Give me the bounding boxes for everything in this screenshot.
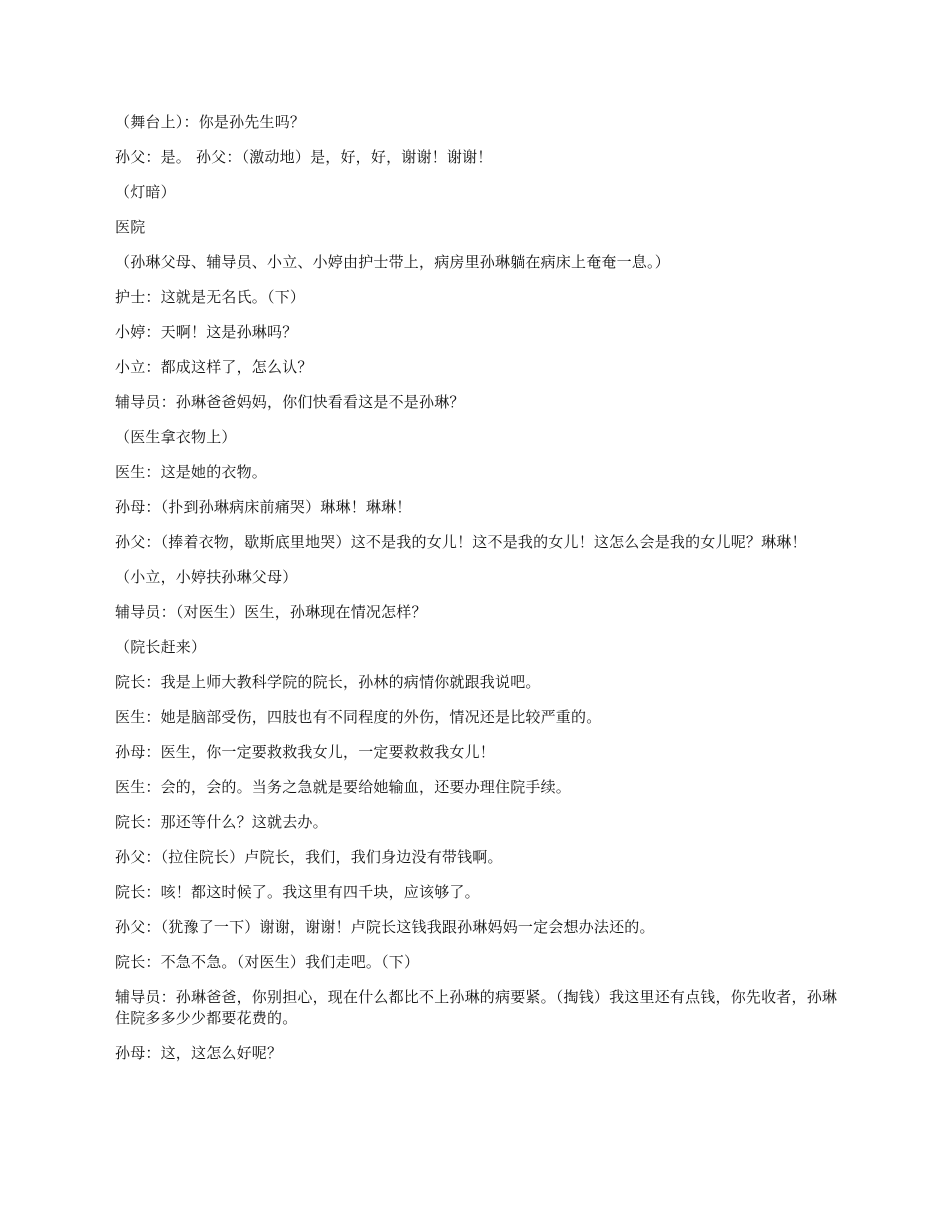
script-line: 医生：会的，会的。当务之急就是要给她输血，还要办理住院手续。 <box>115 778 572 796</box>
script-line: 医生：她是脑部受伤，四肢也有不同程度的外伤，情况还是比较严重的。 <box>115 708 602 726</box>
script-line: 院长：咳！都这时候了。我这里有四千块，应该够了。 <box>115 883 480 901</box>
script-line: 小立：都成这样了，怎么认？ <box>115 358 313 376</box>
script-line: 院长：我是上师大教科学院的院长，孙林的病情你就跟我说吧。 <box>115 673 541 691</box>
script-line: 辅导员：孙琳爸爸妈妈，你们快看看这是不是孙琳？ <box>115 393 465 411</box>
stage-direction: （小立，小婷扶孙琳父母） <box>115 568 298 586</box>
script-line: 孙父：（拉住院长）卢院长，我们，我们身边没有带钱啊。 <box>115 848 503 866</box>
stage-direction: （灯暗） <box>115 183 176 201</box>
stage-direction: （孙琳父母、辅导员、小立、小婷由护士带上，病房里孙琳躺在病床上奄奄一息。） <box>115 253 670 271</box>
script-line: 孙父：（捧着衣物，歇斯底里地哭）这不是我的女儿！这不是我的女儿！这怎么会是我的女儿呢？琳琳！ <box>115 533 807 551</box>
scene-heading: 医院 <box>115 218 146 236</box>
stage-direction: （院长赶来） <box>115 638 207 656</box>
script-line: 孙父：（犹豫了一下）谢谢，谢谢！卢院长这钱我跟孙琳妈妈一定会想办法还的。 <box>115 918 655 936</box>
script-line: 孙母：医生，你一定要救救我女儿，一定要救救我女儿！ <box>115 743 496 761</box>
script-line: 辅导员：（对医生）医生，孙琳现在情况怎样？ <box>115 603 427 621</box>
stage-direction: （医生拿衣物上） <box>115 428 237 446</box>
script-line: 院长：那还等什么？这就去办。 <box>115 813 328 831</box>
script-line: 医生：这是她的衣物。 <box>115 463 268 481</box>
script-line: 孙母：（扑到孙琳病床前痛哭）琳琳！琳琳！ <box>115 498 412 516</box>
script-line: 护士：这就是无名氏。（下） <box>115 288 306 306</box>
script-line: 院长：不急不急。（对医生）我们走吧。（下） <box>115 953 420 971</box>
script-line: 辅导员：孙琳爸爸，你别担心，现在什么都比不上孙琳的病要紧。（掏钱）我这里还有点钱，你先收者，孙琳住院多多少少都要花费的。 <box>115 988 838 1027</box>
document-page <box>115 112 840 1078</box>
script-line: 孙父：是。 孙父：（激动地）是，好，好，谢谢！谢谢！ <box>115 148 493 166</box>
script-line: 孙母：这，这怎么好呢？ <box>115 1044 283 1062</box>
script-line: 小婷：天啊！这是孙琳吗？ <box>115 323 298 341</box>
script-line: （舞台上）：你是孙先生吗？ <box>115 113 306 131</box>
